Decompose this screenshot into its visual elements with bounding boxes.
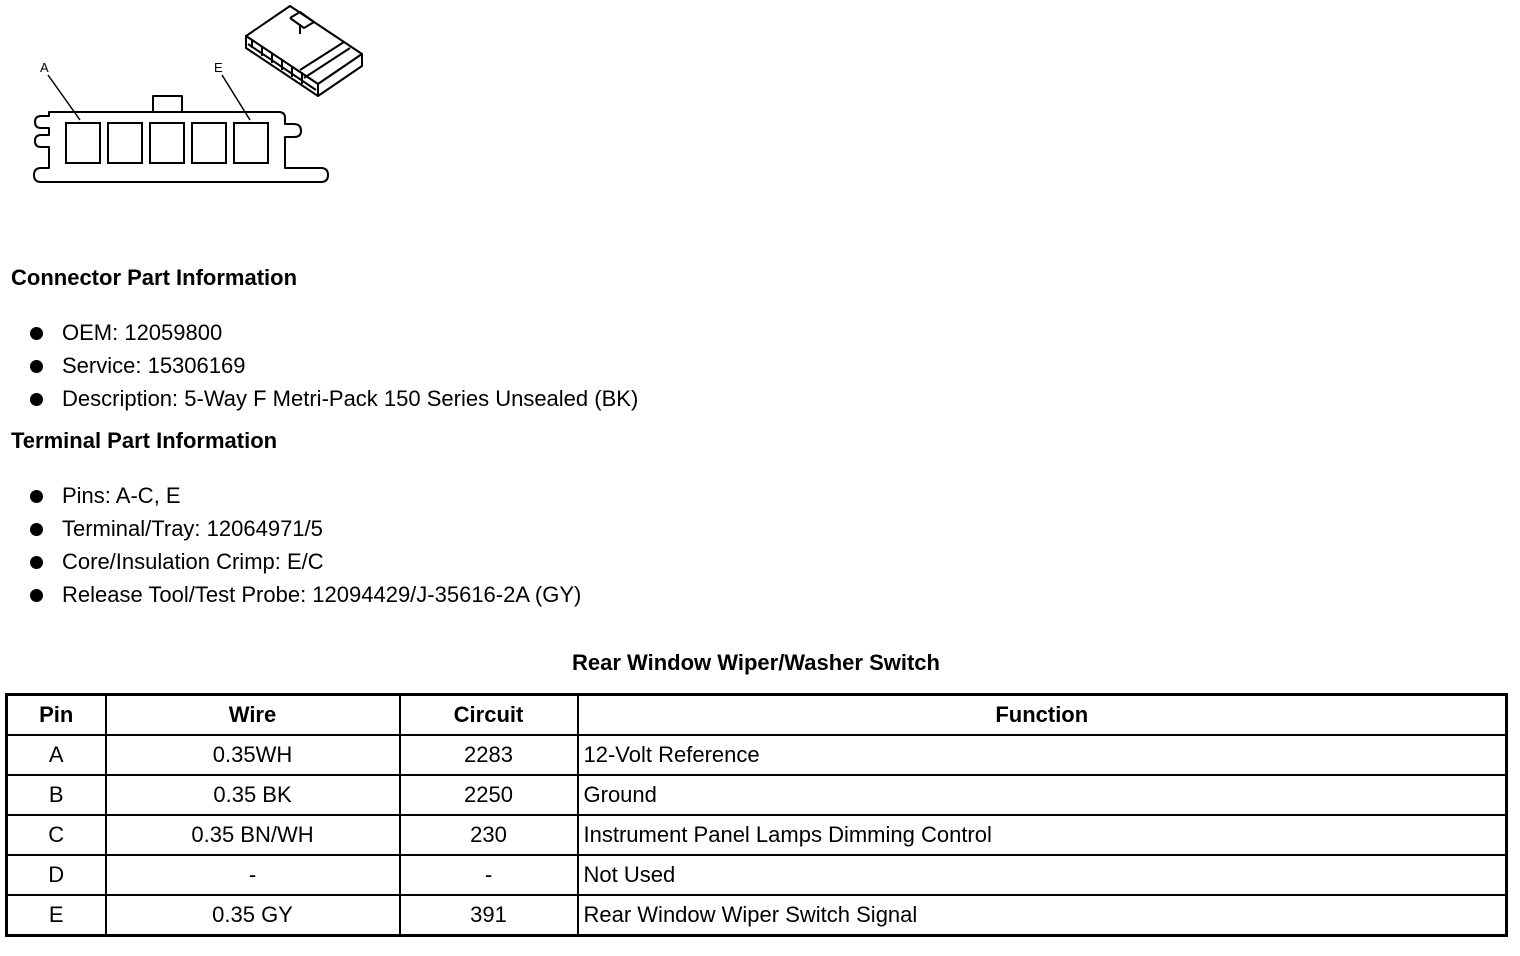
connector-iso-icon bbox=[246, 6, 362, 96]
cell-pin: E bbox=[7, 895, 106, 936]
list-item-text: Service: 15306169 bbox=[62, 353, 246, 378]
col-header-pin: Pin bbox=[7, 695, 106, 736]
table-row bbox=[7, 855, 1507, 895]
pin-cavities bbox=[66, 123, 268, 163]
cell-pin: D bbox=[7, 855, 106, 895]
cell-pin: C bbox=[7, 815, 106, 855]
col-header-function: Function bbox=[578, 695, 1507, 736]
cell-circuit: 2250 bbox=[400, 775, 578, 815]
list-item bbox=[28, 386, 638, 419]
table-row bbox=[7, 895, 1507, 936]
cell-function: Instrument Panel Lamps Dimming Control bbox=[578, 815, 1507, 855]
list-item-text: Pins: A-C, E bbox=[62, 483, 181, 508]
cell-wire: 0.35 BN/WH bbox=[106, 815, 400, 855]
list-item-text: Description: 5-Way F Metri-Pack 150 Series Unsealed (BK) bbox=[62, 386, 639, 411]
list-item bbox=[28, 353, 638, 386]
terminal-info-list bbox=[28, 483, 581, 615]
bullet-icon bbox=[30, 589, 43, 602]
list-item-text: Terminal/Tray: 12064971/5 bbox=[62, 516, 323, 541]
connector-info-list bbox=[28, 320, 638, 419]
bullet-icon bbox=[30, 393, 43, 406]
cell-circuit: 2283 bbox=[400, 735, 578, 775]
pin-cavity-e bbox=[234, 123, 268, 163]
pin-cavity-a bbox=[66, 123, 100, 163]
cell-function: Ground bbox=[578, 775, 1507, 815]
list-item bbox=[28, 516, 581, 549]
pin-label-e: E bbox=[214, 60, 223, 75]
pin-label-a: A bbox=[40, 60, 49, 75]
bullet-icon bbox=[30, 360, 43, 373]
col-header-wire: Wire bbox=[106, 695, 400, 736]
bullet-icon bbox=[30, 523, 43, 536]
list-item bbox=[28, 549, 581, 582]
cell-pin: A bbox=[7, 735, 106, 775]
cell-circuit: - bbox=[400, 855, 578, 895]
cell-wire: 0.35 GY bbox=[106, 895, 400, 936]
bullet-icon bbox=[30, 556, 43, 569]
cell-circuit: 230 bbox=[400, 815, 578, 855]
table-header-row bbox=[7, 695, 1507, 736]
list-item-text: Release Tool/Test Probe: 12094429/J-35616-2A (GY) bbox=[62, 582, 582, 607]
table-title: Rear Window Wiper/Washer Switch bbox=[572, 650, 940, 675]
table-row bbox=[7, 815, 1507, 855]
cell-function: Rear Window Wiper Switch Signal bbox=[578, 895, 1507, 936]
cell-wire: - bbox=[106, 855, 400, 895]
bullet-icon bbox=[30, 490, 43, 503]
cell-wire: 0.35 BK bbox=[106, 775, 400, 815]
list-item bbox=[28, 320, 638, 353]
pinout-table bbox=[5, 693, 1508, 937]
list-item bbox=[28, 582, 581, 615]
pin-cavity-c bbox=[150, 123, 184, 163]
list-item-text: OEM: 12059800 bbox=[62, 320, 223, 345]
terminal-info-heading: Terminal Part Information bbox=[11, 428, 278, 453]
cell-function: 12-Volt Reference bbox=[578, 735, 1507, 775]
table-row bbox=[7, 735, 1507, 775]
bullet-icon bbox=[30, 327, 43, 340]
list-item bbox=[28, 483, 581, 516]
pin-leaders bbox=[48, 75, 250, 120]
connector-info-heading: Connector Part Information bbox=[11, 265, 298, 290]
pin-cavity-b bbox=[108, 123, 142, 163]
cell-function: Not Used bbox=[578, 855, 1507, 895]
cell-circuit: 391 bbox=[400, 895, 578, 936]
table-row bbox=[7, 775, 1507, 815]
list-item-text: Core/Insulation Crimp: E/C bbox=[62, 549, 324, 574]
pin-cavity-d bbox=[192, 123, 226, 163]
cell-pin: B bbox=[7, 775, 106, 815]
col-header-circuit: Circuit bbox=[400, 695, 578, 736]
connector-diagram bbox=[0, 0, 400, 200]
cell-wire: 0.35WH bbox=[106, 735, 400, 775]
